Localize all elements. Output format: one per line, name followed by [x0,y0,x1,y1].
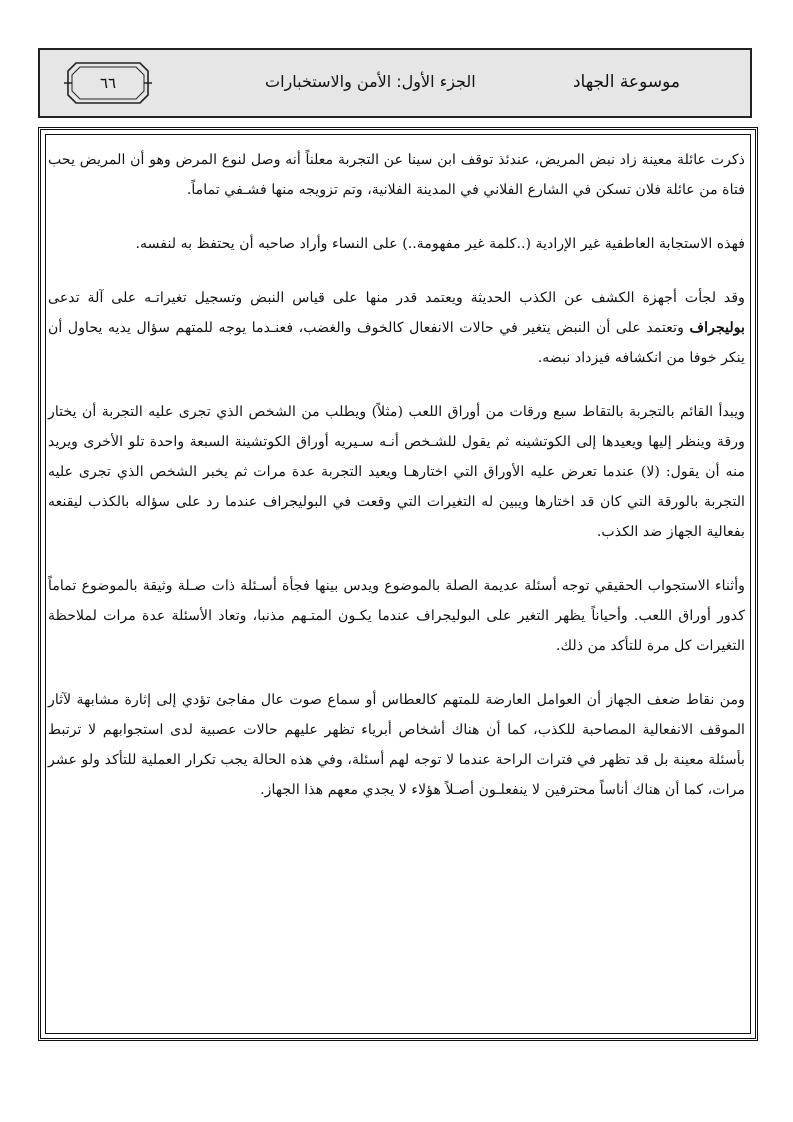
paragraph: ذكرت عائلة معينة زاد نبض المريض، عندئذ توقف ابن سينا عن التجربة معلناً أنه وصل لنوع المرض وهو أن المريض يحب فتاة من عائلة فلان تسكن في الشارع الفلاني في المدينة الفلانية، وتم تزويجه منها فشـفي تماماً. [48,152,745,198]
paragraph: ويبدأ القائم بالتجربة بالتقاط سبع ورقات من أوراق اللعب (مثلاً) ويطلب من الشخص الذي تجرى عليه التجربة أن يختار ورقة وينظر إليها ويعيدها إلى الكوتشينه ثم يقول للشـخص أنـه سـيريه أوراق الكوتشينة السبعة واحدة تلو الأخرى ويريد منه أن يقول: (لا) عندما تعرض عليه الأوراق التي اختارهـا ويعيد التجربة عدة مرات ثم يخبر الشخص الذي تجرى عليه التجربة بالورقة التي كان قد اختارها ويبين له التغيرات التي وقعت في البوليجراف عندما رد على سؤاله بالكذب ليقنعه بفعالية الجهاز ضد الكذب. [48,404,745,540]
paragraph [48,283,745,373]
page-header [38,48,752,118]
paragraph: ومن نقاط ضعف الجهاز أن العوامل العارضة للمتهم كالعطاس أو سماع صوت عال مفاجئ تؤدي إلى إثارة مشابهة لآثار الموقف الانفعالية المصاحبة للكذب، كما أن هناك أشخاص أبرياء تظهر عليهم حالات عصبية لدى استجوابهم لا ترتبط بأسئلة معينة بل قد تظهر في فترات الراحة عندما لا توجه لهم أسئلة، وفي هذه الحالة يجب تكرار العملية للتأكد ولو عشر مرات، كما أن هناك أناساً محترفين لا ينفعلـون أصـلاً هؤلاء لا يجدي معهم هذا الجهاز. [48,692,745,798]
section-title: الجزء الأول: الأمن والاستخبارات [265,72,476,91]
page-body [48,145,745,829]
book-title: موسوعة الجهاد [572,72,680,92]
paragraph-text: وتعتمد على أن النبض يتغير في حالات الانفعال كالخوف والغضب، فعنـدما يوجه للمتهم سؤال يديه يحاول أن ينكر خوفا من انكشافه فيزداد نبضه. [48,320,745,366]
polygraph-term: بوليجراف [689,320,745,336]
page-number-badge [62,57,154,109]
paragraph-text: وقد لجأت أجهزة الكشف عن الكذب الحديثة ويعتمد قدر منها على قياس النبض وتسجيل تغيراتـه على آلة تدعى [48,290,745,306]
page-number: ٦٦ [99,74,117,92]
paragraph: وأثناء الاستجواب الحقيقي توجه أسئلة عديمة الصلة بالموضوع ويدس بينها فجأة أسـئلة ذات صـلة وثيقة بالموضوع تماماً كدور أوراق اللعب. وأحياناً يظهر التغير على البوليجراف عندما يكـون المتـهم مذنبا، وتعاد الأسئلة عدة مرات لملاحظة التغيرات كل مرة للتأكد من ذلك. [48,578,745,654]
paragraph: فهذه الاستجابة العاطفية غير الإرادية (..كلمة غير مفهومة..) على النساء وأراد صاحبه أن يحتفظ به لنفسه. [135,236,745,252]
